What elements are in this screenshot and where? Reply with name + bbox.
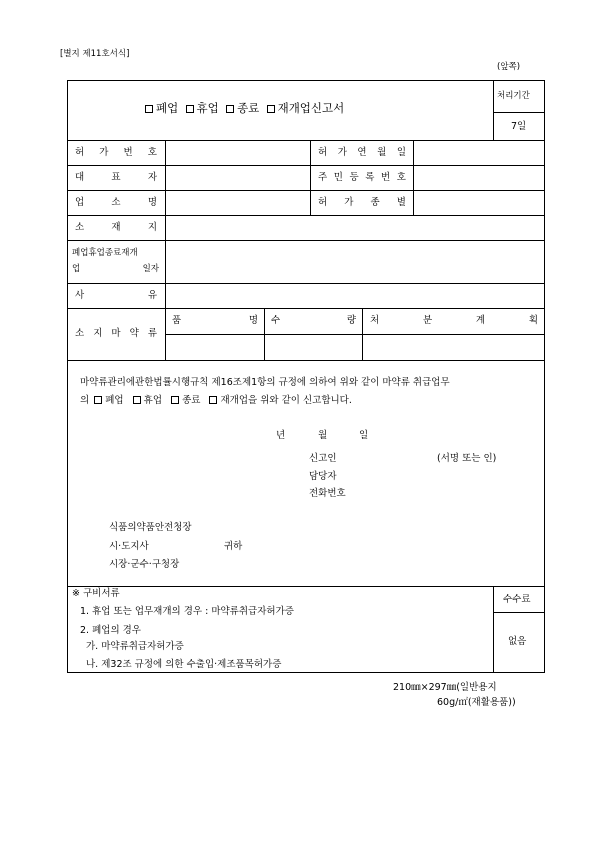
- input-business-name[interactable]: [166, 191, 309, 214]
- input-representative[interactable]: [166, 166, 309, 189]
- statement-line1: 마약류관리에관한법률시행규칙 제16조제1항의 규정에 의하여 위와 같이 마약류 취급업무: [80, 377, 450, 388]
- input-location[interactable]: [166, 216, 544, 239]
- label-permit-date: 허 가 연 월 일: [318, 147, 406, 158]
- paper-weight: 60g/㎡(재활용품)): [437, 697, 516, 708]
- person-in-charge-label: 담당자: [309, 471, 337, 482]
- checkbox-statement-reopening[interactable]: [209, 396, 217, 404]
- fee-value: 없음: [508, 636, 527, 647]
- input-item-name[interactable]: [166, 335, 263, 359]
- phone-label: 전화번호: [309, 488, 346, 499]
- input-closure-date[interactable]: [166, 241, 544, 282]
- input-permit-number[interactable]: [166, 141, 309, 164]
- date-year: 년: [276, 430, 286, 441]
- input-quantity[interactable]: [265, 335, 361, 359]
- label-narcotics-stock: 소 지 마 약 류: [75, 328, 157, 339]
- documents-item2: 2. 폐업의 경우: [80, 625, 141, 636]
- fee-label: 수수료: [503, 594, 531, 605]
- input-reason[interactable]: [166, 284, 544, 307]
- date-day: 일: [359, 430, 369, 441]
- checkbox-statement-termination[interactable]: [171, 396, 179, 404]
- input-permit-type[interactable]: [414, 191, 544, 214]
- form-number: [별지 제11호서식]: [60, 49, 130, 59]
- label-permit-type: 허 가 종 별: [318, 197, 406, 208]
- recipient-mayor: 시장·군수·구청장: [109, 559, 180, 570]
- header-item-name: 품 명: [172, 315, 258, 326]
- input-resident-number[interactable]: [414, 166, 544, 189]
- label-reason: 사 유: [75, 290, 157, 301]
- checkbox-termination[interactable]: [226, 105, 234, 113]
- documents-item2b: 나. 제32조 규정에 의한 수출입·제조품목허가증: [86, 659, 282, 670]
- label-representative: 대 표 자: [75, 172, 157, 183]
- checkbox-reopening[interactable]: [267, 105, 275, 113]
- recipient-governor: 시·도지사: [109, 541, 149, 552]
- honorific: 귀하: [224, 541, 243, 552]
- reporter-label: 신고인: [309, 453, 337, 464]
- label-closure-date-line1: 폐업휴업종료재개: [72, 248, 138, 258]
- label-business-name: 업 소 명: [75, 197, 157, 208]
- form-title: 폐업 휴업 종료 재개업신고서: [145, 103, 344, 115]
- input-permit-date[interactable]: [414, 141, 544, 164]
- page-side-label: (앞쪽): [497, 62, 521, 72]
- date-month: 월: [318, 430, 328, 441]
- label-closure-date-line2: 업 일자: [72, 264, 159, 274]
- paper-size: 210㎜×297㎜(일반용지: [393, 682, 497, 693]
- label-resident-number: 주 민 등 록 번 호: [318, 172, 406, 183]
- checkbox-statement-closure[interactable]: [94, 396, 102, 404]
- statement-line2: 의 폐업 휴업 종료 재개업을 위와 같이 신고합니다.: [80, 395, 352, 406]
- sign-note: (서명 또는 인): [437, 453, 497, 464]
- processing-period-value: 7일: [511, 121, 527, 132]
- header-quantity: 수 량: [271, 315, 356, 326]
- documents-item1: 1. 휴업 또는 업무재개의 경우 : 마약류취급자허가증: [80, 606, 294, 617]
- documents-title: ※ 구비서류: [72, 588, 120, 599]
- label-location: 소 재 지: [75, 222, 157, 233]
- checkbox-statement-suspension[interactable]: [133, 396, 141, 404]
- recipient-mfds: 식품의약품안전청장: [109, 522, 192, 533]
- input-disposal-plan[interactable]: [363, 335, 544, 359]
- checkbox-closure[interactable]: [145, 105, 153, 113]
- documents-item2a: 가. 마약류취급자허가증: [86, 641, 184, 652]
- checkbox-suspension[interactable]: [186, 105, 194, 113]
- label-permit-number: 허 가 번 호: [75, 147, 157, 158]
- header-disposal-plan: 처 분 계 획: [370, 315, 538, 326]
- processing-period-label: 처리기간: [497, 91, 530, 101]
